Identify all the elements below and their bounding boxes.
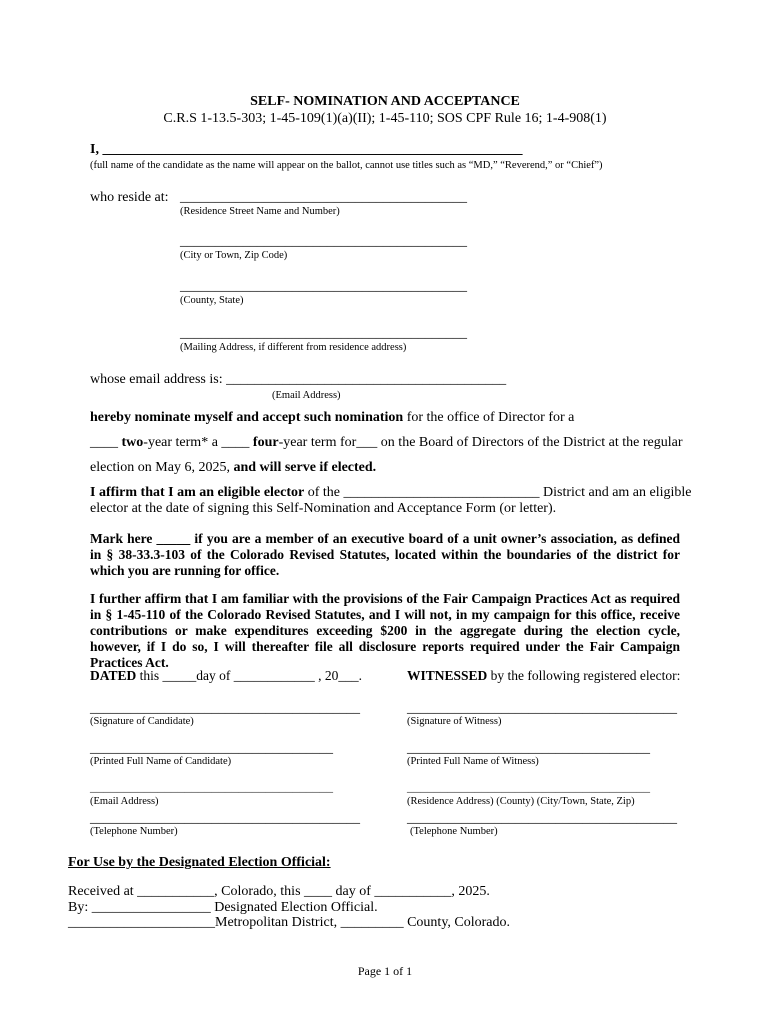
mailing-caption: (Mailing Address, if different from residence address) — [180, 342, 407, 353]
witness-signature-caption: (Signature of Witness) — [407, 716, 502, 727]
term-line — [90, 435, 683, 451]
election-line — [90, 460, 376, 476]
candidate-printed-caption: (Printed Full Name of Candidate) — [90, 756, 232, 767]
residence-label: who reside at: — [90, 190, 169, 205]
candidate-name-note: (full name of the candidate as the name will appear on the ballot, cannot use titles such as “MD,” “Reverend,” or “Chief”) — [90, 160, 603, 171]
four-year-blank: ____ — [221, 435, 250, 450]
candidate-email-caption: (Email Address) — [90, 796, 159, 807]
witness-telephone-caption: (Telephone Number) — [410, 826, 498, 837]
page-number: Page 1 of 1 — [357, 964, 413, 978]
dated-rest: this _____day of ____________ , 20___. — [136, 668, 363, 683]
form-title: SELF- NOMINATION AND ACCEPTANCE — [250, 94, 520, 109]
candidate-telephone-caption: (Telephone Number) — [90, 826, 178, 837]
county-blank: _________________________________________ — [180, 279, 467, 294]
witness-telephone-line: ________________________________________ — [407, 810, 677, 825]
two-year-bold: two — [118, 435, 144, 450]
received-line: Received at ___________, Colorado, this ____ day of ___________, 2025. — [68, 884, 490, 899]
by-official-line: By: _________________ Designated Election Official. — [68, 900, 378, 915]
nomination-bold: hereby nominate myself and accept such nomination — [90, 410, 404, 425]
street-caption: (Residence Street Name and Number) — [180, 206, 340, 217]
county-caption: (County, State) — [180, 295, 244, 306]
witness-residence-caption: (Residence Address) (County) (City/Town, State, Zip) — [407, 796, 635, 807]
dated-line — [90, 668, 362, 684]
candidate-printed-line: ____________________________________ — [90, 740, 333, 755]
witnessed-bold: WITNESSED — [407, 668, 488, 683]
mark-here-paragraph: Mark here _____ if you are a member of an executive board of a unit owner’s association, as defined in § 38-33.3-103 of the Colorado Revised Statutes, located within the boundaries of the district for which you are running for office. — [90, 531, 680, 578]
will-serve-text: and will serve if elected. — [233, 460, 377, 475]
city-caption: (City or Town, Zip Code) — [180, 250, 288, 261]
affirm-line-2: elector at the date of signing this Self-Nomination and Acceptance Form (or letter). — [90, 501, 557, 516]
dated-bold: DATED — [90, 668, 137, 683]
email-label-line — [90, 372, 506, 388]
statute-citation: C.R.S 1-13.5-303; 1-45-109(1)(a)(II); 1-45-110; SOS CPF Rule 16; 1-4-908(1) — [163, 111, 607, 126]
witnessed-line — [407, 668, 680, 684]
witness-residence-line: ____________________________________ — [407, 779, 650, 794]
witness-signature-line: ________________________________________ — [407, 700, 677, 715]
candidate-email-line: ____________________________________ — [90, 779, 333, 794]
affirm-line-1 — [90, 485, 692, 501]
four-year-bold: four — [249, 435, 279, 450]
mailing-blank: _________________________________________ — [180, 326, 467, 341]
district-county-line: _____________________Metropolitan District, _________ County, Colorado. — [68, 915, 511, 930]
candidate-signature-caption: (Signature of Candidate) — [90, 716, 194, 727]
street-blank: _________________________________________ — [180, 190, 467, 205]
affirm-bold: I affirm that I am an eligible elector — [90, 485, 305, 500]
official-use-heading: For Use by the Designated Election Official: — [68, 855, 331, 870]
email-blank: ________________________________________ — [226, 372, 507, 387]
four-year-text: -year term for___ on the Board of Directors of the District at the regular — [278, 435, 683, 450]
email-caption: (Email Address) — [272, 390, 341, 401]
two-year-blank: ____ — [90, 435, 118, 450]
nomination-rest: for the office of Director for a — [403, 410, 575, 425]
email-label: whose email address is: — [90, 372, 223, 387]
witness-printed-line: ____________________________________ — [407, 740, 650, 755]
election-text: election on May 6, 2025, — [90, 460, 234, 475]
witness-printed-caption: (Printed Full Name of Witness) — [407, 756, 539, 767]
nomination-line — [90, 410, 574, 426]
candidate-signature-line: ________________________________________ — [90, 700, 360, 715]
two-year-text: -year term* a — [143, 435, 222, 450]
fair-campaign-paragraph: I further affirm that I am familiar with the provisions of the Fair Campaign Practices Act as required in § 1-45-110 of the Colorado Revised Statutes, and I will not, in my campaign for this office, receive contributions or make expenditures exceeding $200 in the aggregate during the election cycle, however, if I do so, I will thereafter file all disclosure reports required under the Fair Campaign Practices Act. — [90, 591, 680, 670]
city-blank: _________________________________________ — [180, 234, 467, 249]
affirm-rest: of the ____________________________ District and am an eligible — [304, 485, 692, 500]
candidate-telephone-line: ________________________________________ — [90, 810, 360, 825]
witnessed-rest: by the following registered elector: — [487, 668, 681, 683]
candidate-name-line: I, ____________________________________________________________ — [90, 142, 523, 157]
